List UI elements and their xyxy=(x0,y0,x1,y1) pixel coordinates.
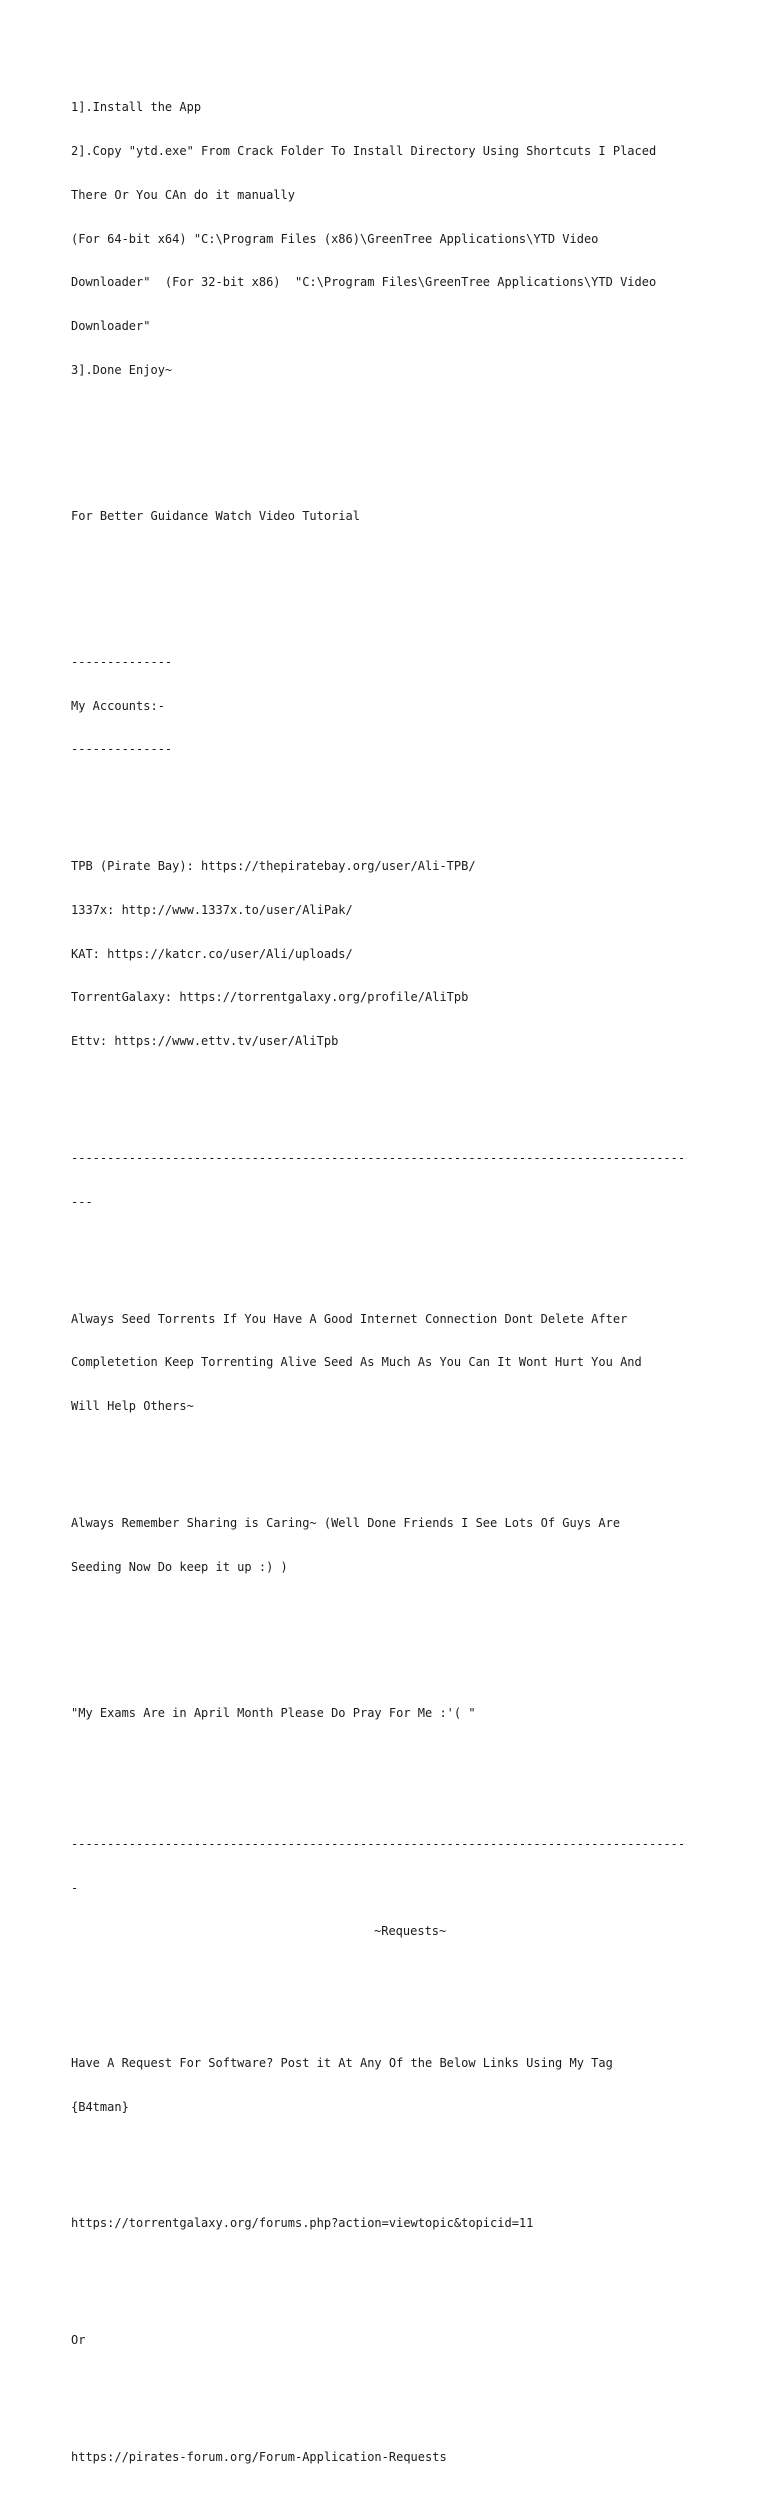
account-kat: KAT: https://katcr.co/user/Ali/uploads/ xyxy=(71,946,353,961)
document-text xyxy=(71,71,711,2494)
install-step-2-cont: There Or You CAn do it manually xyxy=(71,187,295,202)
exams-text: "My Exams Are in April Month Please Do Pray For Me :'( " xyxy=(71,1705,476,1720)
divider-line: ------------------------------------------------------------------------------------- xyxy=(71,1836,686,1851)
account-tpb: TPB (Pirate Bay): https://thepiratebay.org/user/Ali-TPB/ xyxy=(71,859,476,874)
divider-line: ------------------------------------------------------------------------------------- xyxy=(71,1150,686,1165)
requests-title: ~Requests~ xyxy=(374,1924,447,1939)
seed-text-line-2: Completetion Keep Torrenting Alive Seed As Much As You Can It Wont Hurt You And xyxy=(71,1355,642,1370)
spacer xyxy=(71,1457,711,1472)
seed-text-line-1: Always Seed Torrents If You Have A Good Internet Connection Dont Delete After xyxy=(71,1311,628,1326)
account-1337x: 1337x: http://www.1337x.to/user/AliPak/ xyxy=(71,902,353,917)
requests-link-pirates-forum: https://pirates-forum.org/Forum-Application-Requests xyxy=(71,2449,447,2464)
spacer xyxy=(71,801,711,816)
spacer xyxy=(71,1253,711,1268)
sharing-text-line-2: Seeding Now Do keep it up :) ) xyxy=(71,1559,288,1574)
spacer xyxy=(71,2158,711,2173)
spacer xyxy=(71,2391,711,2406)
install-step-1: 1].Install the App xyxy=(71,100,202,115)
account-torrentgalaxy: TorrentGalaxy: https://torrentgalaxy.org/profile/AliTpb xyxy=(71,990,469,1005)
accounts-rule-bottom: -------------- xyxy=(71,742,173,757)
requests-intro-line-1: Have A Request For Software? Post it At Any Of the Below Links Using My Tag xyxy=(71,2055,613,2070)
spacer xyxy=(71,567,711,611)
install-path-64bit: (For 64-bit x64) "C:\Program Files (x86)\GreenTree Applications\YTD Video xyxy=(71,231,599,246)
divider-line-wrap: - xyxy=(71,1880,79,1895)
spacer xyxy=(71,421,711,465)
spacer xyxy=(71,2275,711,2290)
guidance-text: For Better Guidance Watch Video Tutorial xyxy=(71,508,360,523)
install-step-2: 2].Copy "ytd.exe" From Crack Folder To Install Directory Using Shortcuts I Placed xyxy=(71,143,657,158)
requests-link-torrentgalaxy: https://torrentgalaxy.org/forums.php?action=viewtopic&topicid=11 xyxy=(71,2216,534,2231)
install-path-32bit-cont: Downloader" xyxy=(71,319,151,334)
divider-line-wrap: --- xyxy=(71,1194,93,1209)
accounts-heading: My Accounts:- xyxy=(71,698,165,713)
install-path-32bit: Downloader" (For 32-bit x86) "C:\Program Files\GreenTree Applications\YTD Video xyxy=(71,275,657,290)
requests-or: Or xyxy=(71,2333,86,2348)
install-step-3: 3].Done Enjoy~ xyxy=(71,362,173,377)
spacer xyxy=(71,1618,711,1662)
sharing-text-line-1: Always Remember Sharing is Caring~ (Well Done Friends I See Lots Of Guys Are xyxy=(71,1515,621,1530)
seed-text-line-3: Will Help Others~ xyxy=(71,1399,194,1414)
requests-intro-line-2: {B4tman} xyxy=(71,2099,129,2114)
account-ettv: Ettv: https://www.ettv.tv/user/AliTpb xyxy=(71,1034,339,1049)
spacer xyxy=(71,1093,711,1108)
spacer xyxy=(71,1764,711,1793)
accounts-rule-top: -------------- xyxy=(71,654,173,669)
spacer xyxy=(71,1983,711,2012)
